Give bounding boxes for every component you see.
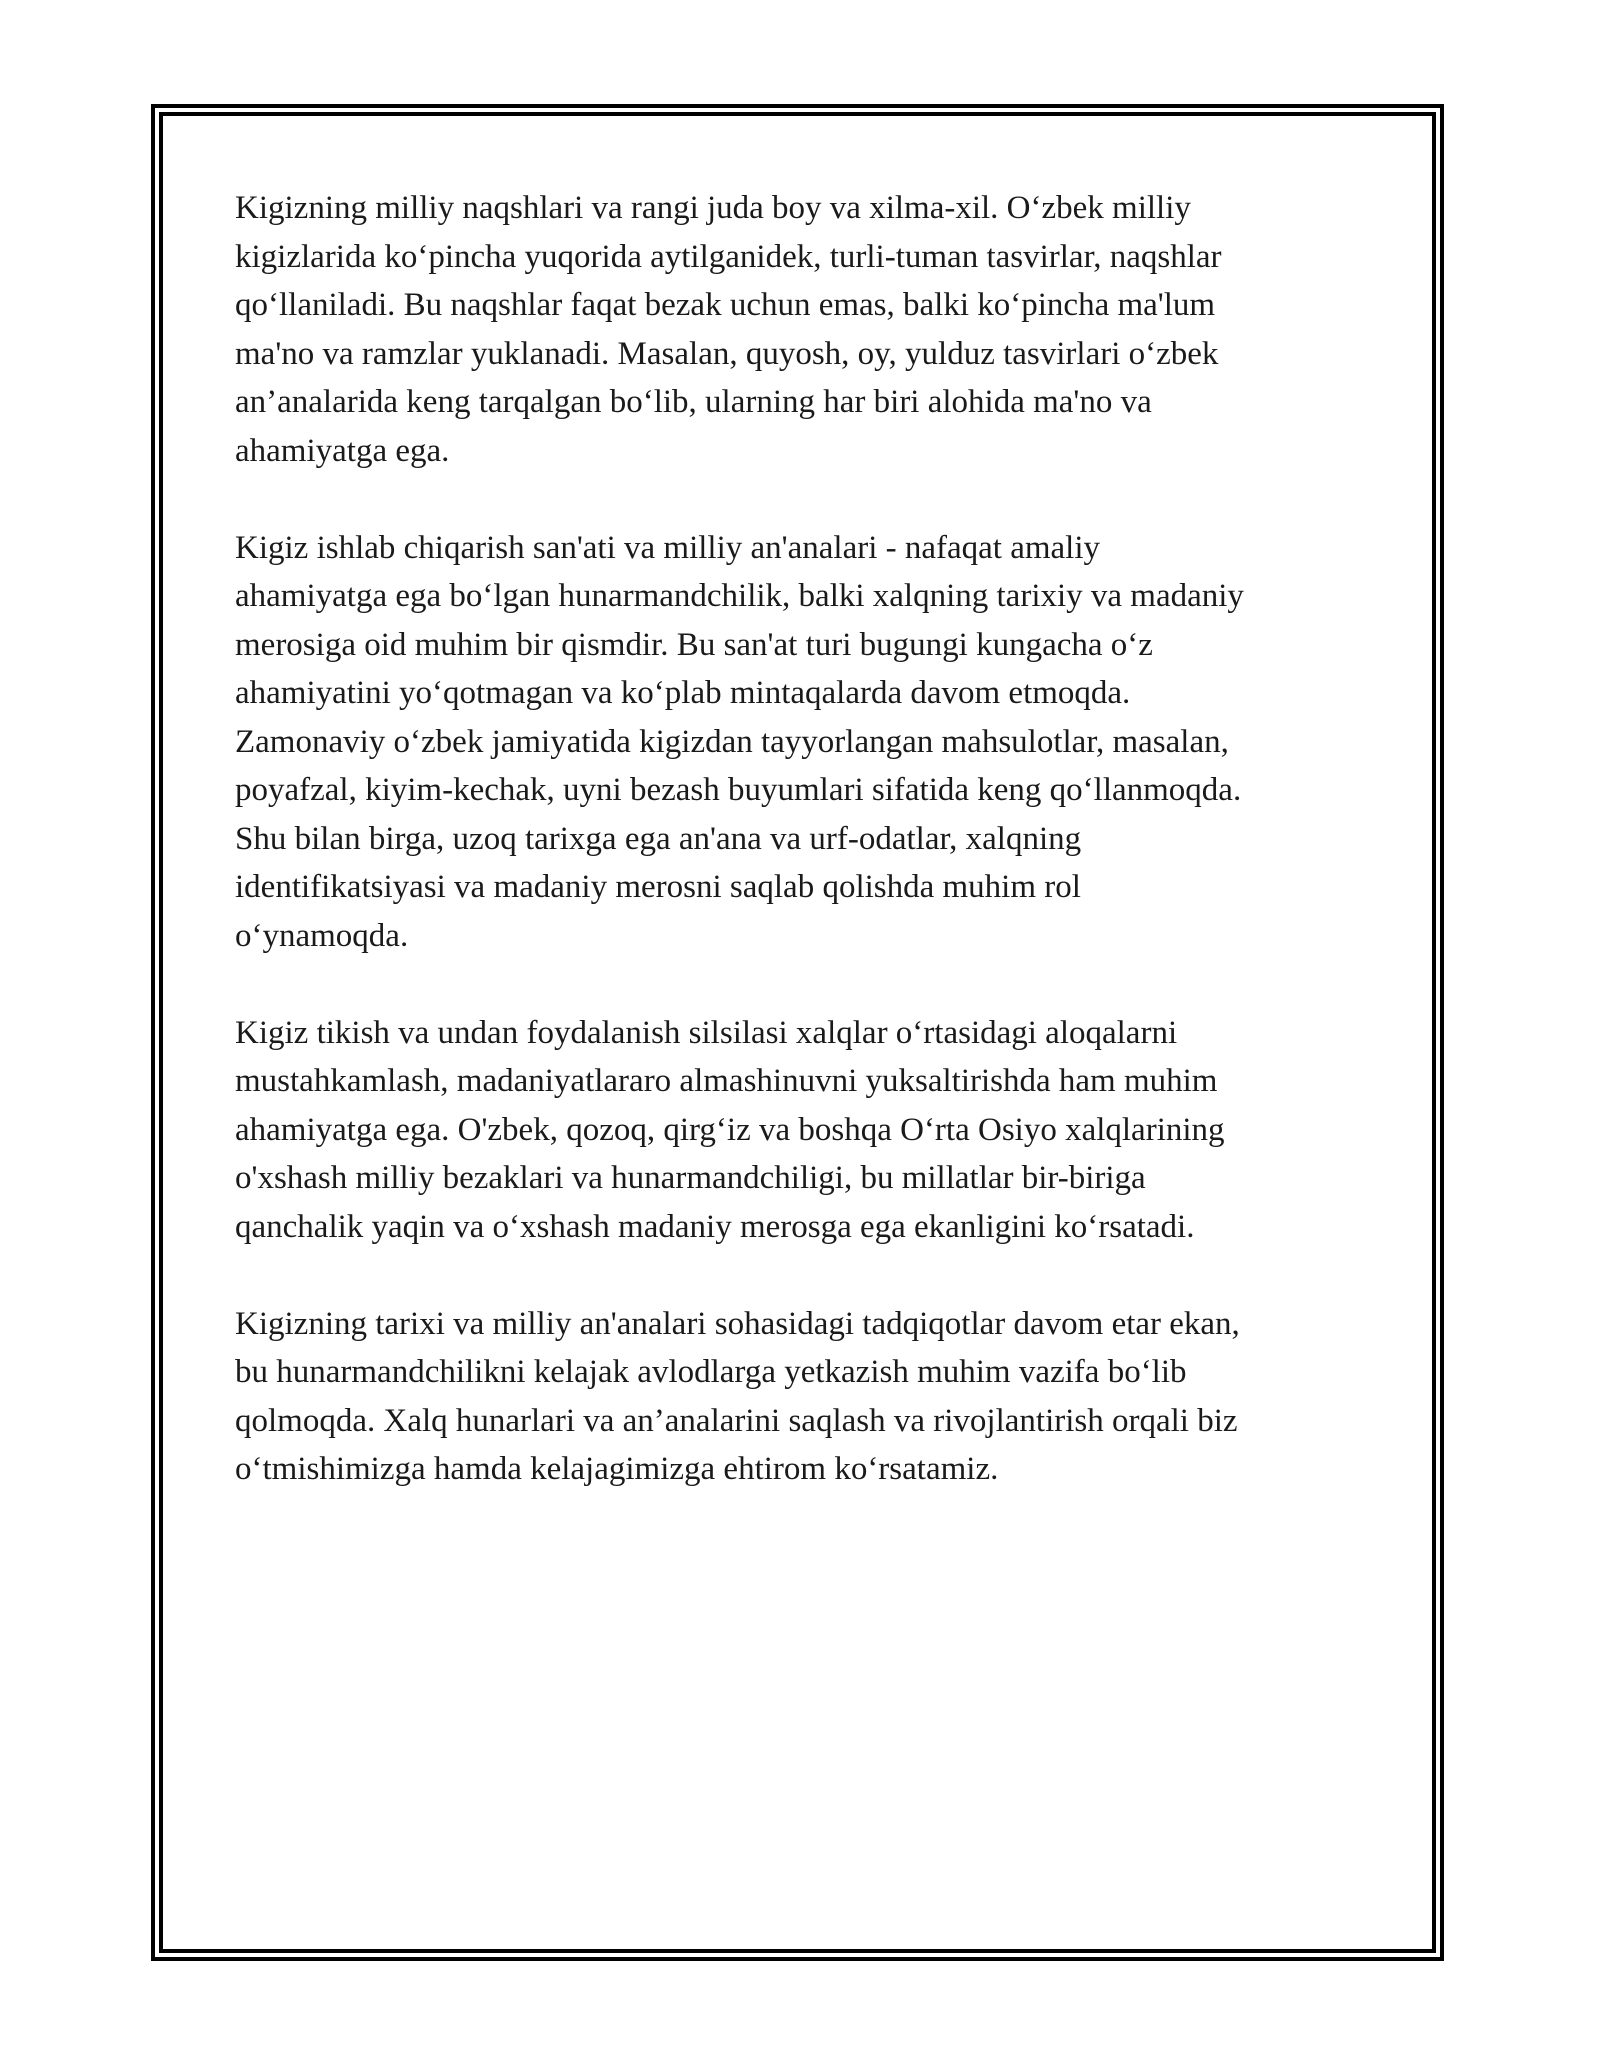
paragraph-4: Kigizning tarixi va milliy an'analari sohasidagi tadqiqotlar davom etar ekan, bu hunarmandchilikni kelajak avlodlarga yetkazish muhim vazifa bo‘lib qolmoqda. Xalq hunarlari va an’analarini saqlash va rivojlantirish orqali biz o‘tmishimizga hamda kelajagimizga ehtirom ko‘rsatamiz. xyxy=(235,1305,1240,1487)
document-body xyxy=(235,184,1365,1542)
paragraph-2: Kigiz ishlab chiqarish san'ati va milliy an'analari - nafaqat amaliy ahamiyatga ega bo‘lgan hunarmandchilik, balki xalqning tarixiy va madaniy merosiga oid muhim bir qismdir. Bu san'at turi bugungi kungacha o‘z ahamiyatini yo‘qotmagan va ko‘plab mintaqalarda davom etmoqda. Zamonaviy o‘zbek jamiyatida kigizdan tayyorlangan mahsulotlar, masalan, poyafzal, kiyim-kechak, uyni bezash buyumlari sifatida keng qo‘llanmoqda. Shu bilan birga, uzoq tarixga ega an'ana va urf-odatlar, xalqning identifikatsiyasi va madaniy merosni saqlab qolishda muhim rol o‘ynamoqda. xyxy=(235,529,1244,954)
paragraph-3: Kigiz tikish va undan foydalanish silsilasi xalqlar o‘rtasidagi aloqalarni mustahkamlash, madaniyatlararo almashinuvni yuksaltirishda ham muhim ahamiyatga ega. O'zbek, qozoq, qirg‘iz va boshqa O‘rta Osiyo xalqlarining o'xshash milliy bezaklari va hunarmandchiligi, bu millatlar bir-biriga qanchalik yaqin va o‘xshash madaniy merosga ega ekanligini ko‘rsatadi. xyxy=(235,1014,1225,1245)
paragraph-1: Kigizning milliy naqshlari va rangi juda boy va xilma-xil. O‘zbek milliy kigizlarida ko‘pincha yuqorida aytilganidek, turli-tuman tasvirlar, naqshlar qo‘llaniladi. Bu naqshlar faqat bezak uchun emas, balki ko‘pincha ma'lum ma'no va ramzlar yuklanadi. Masalan, quyosh, oy, yulduz tasvirlari o‘zbek an’analarida keng tarqalgan bo‘lib, ularning har biri alohida ma'no va ahamiyatga ega. xyxy=(235,190,1222,469)
